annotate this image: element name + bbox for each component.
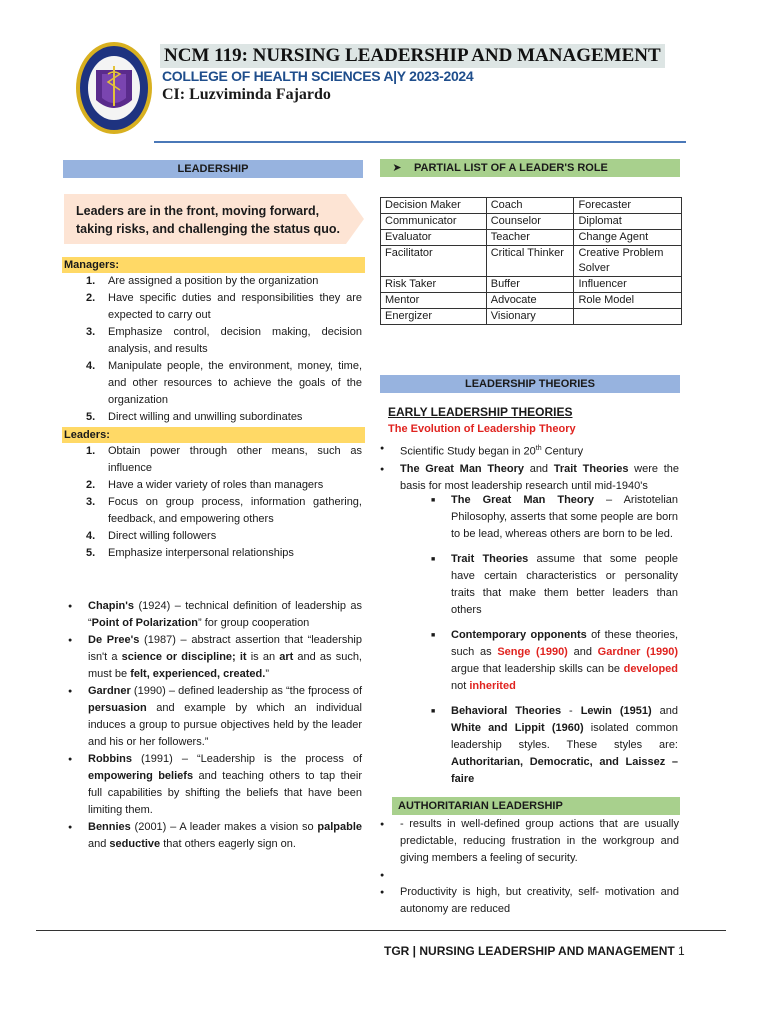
roles-section-bar: ➤ PARTIAL LIST OF A LEADER'S ROLE <box>380 159 680 177</box>
definition-gardner: ● Gardner (1990) – defined leadership as “the fprocess of persuasion and example by which an individual induces a group to pursue objectives held by the leader and his or her followers.” <box>62 683 362 751</box>
arrow-bullet-icon: ➤ <box>392 162 402 174</box>
evolution-subheading: The Evolution of Leadership Theory <box>388 423 576 435</box>
page-footer: TGR | NURSING LEADERSHIP AND MANAGEMENT 1 <box>384 944 685 958</box>
managers-label: Managers: <box>62 257 365 273</box>
list-item: 3. Focus on group process, information gathering, feedback, and empowering others <box>86 496 362 525</box>
definition-robbins: ● Robbins (1991) – “Leadership is the process of empowering beliefs and teaching others to tap their full capabilities by shifting the beliefs that have been limiting them. <box>62 751 362 819</box>
university-seal-logo <box>74 40 154 136</box>
list-item: ● - results in well-defined group actions that are usually predictable, reducing frustration in the workgroup and giving members a feeling of security. <box>374 816 679 867</box>
great-man-theory-item: ■ The Great Man Theory – Aristotelian Philosophy, asserts that some people are born to be lead, whereas others are born to be led. <box>429 492 678 543</box>
trait-theories-item: ■ Trait Theories assume that some people have certain characteristics or personality traits that make them better leaders than others <box>429 551 678 619</box>
table-row: Communicator Counselor Diplomat <box>381 214 682 230</box>
behavioral-theories-item: ■ Behavioral Theories - Lewin (1951) and White and Lippit (1960) isolated common leadership styles. These styles are: Authoritarian, Democratic, and Laissez – faire <box>429 703 678 788</box>
list-item: 1. Are assigned a position by the organization <box>86 275 319 287</box>
table-row: Decision Maker Coach Forecaster <box>381 198 682 214</box>
college-line: COLLEGE OF HEALTH SCIENCES A|Y 2023-2024 <box>162 68 474 84</box>
table-row: Energizer Visionary <box>381 309 682 325</box>
leader-quote-callout <box>64 194 364 244</box>
list-item: ● Productivity is high, but creativity, self- motivation and autonomy are reduced <box>374 884 679 918</box>
list-item: 1. Obtain power through other means, such as influence <box>86 445 362 474</box>
contemporary-opponents-item: ■ Contemporary opponents of these theories, such as Senge (1990) and Gardner (1990) argue that leadership skills can be developed not inherited <box>429 627 678 695</box>
table-row: Facilitator Critical Thinker Creative Problem Solver <box>381 246 682 277</box>
clinical-instructor: CI: Luzviminda Fajardo <box>162 86 331 103</box>
course-title: NCM 119: NURSING LEADERSHIP AND MANAGEMENT <box>160 44 665 68</box>
table-row: Evaluator Teacher Change Agent <box>381 230 682 246</box>
table-row: Risk Taker Buffer Influencer <box>381 277 682 293</box>
leader-roles-table <box>380 197 682 325</box>
leadership-section-bar: LEADERSHIP <box>63 160 363 178</box>
header-divider <box>154 141 686 143</box>
page-number: 1 <box>678 944 685 958</box>
theories-sublist <box>429 492 678 788</box>
list-item: 2. Have a wider variety of roles than managers <box>86 479 324 491</box>
footer-divider <box>36 930 726 931</box>
list-item: 4. Direct willing followers <box>86 530 217 542</box>
theories-section-bar: LEADERSHIP THEORIES <box>380 375 680 393</box>
managers-list <box>62 273 362 426</box>
list-item: 3. Emphasize control, decision making, decision analysis, and results <box>86 326 362 355</box>
list-item: 5. Direct willing and unwilling subordinates <box>86 411 303 423</box>
definition-bennies: ● Bennies (2001) – A leader makes a vision so palpable and seductive that others eagerly sign on. <box>62 819 362 853</box>
list-item: ● Scientific Study began in 20th Century <box>374 440 679 461</box>
list-item: 2. Have specific duties and responsibilities they are expected to carry out <box>86 292 362 321</box>
authoritarian-list <box>374 816 679 918</box>
list-item: ● The Great Man Theory and Trait Theories were the basis for most leadership research until mid-1940's <box>374 461 679 495</box>
definition-depree: ● De Pree's (1987) – abstract assertion that “leadership isn't a science or discipline; it is an art and as such, must be felt, experienced, created.” <box>62 632 362 683</box>
theories-list <box>374 440 679 495</box>
definition-chapin: ● Chapin's (1924) – technical definition of leadership as “Point of Polarization” for group cooperation <box>62 598 362 632</box>
list-item: 5. Emphasize interpersonal relationships <box>86 547 294 559</box>
list-item: 4. Manipulate people, the environment, money, time, and other resources to achieve the goals of the organization <box>86 360 362 406</box>
list-item <box>374 867 679 884</box>
early-theories-heading: EARLY LEADERSHIP THEORIES <box>388 405 573 419</box>
leadership-definitions-list <box>62 598 362 853</box>
authoritarian-section-bar: AUTHORITARIAN LEADERSHIP <box>392 797 680 815</box>
table-row: Mentor Advocate Role Model <box>381 293 682 309</box>
leaders-label: Leaders: <box>62 427 365 443</box>
leader-quote-text: Leaders are in the front, moving forward, taking risks, and challenging the status quo. <box>76 204 340 236</box>
leaders-list <box>62 443 362 562</box>
